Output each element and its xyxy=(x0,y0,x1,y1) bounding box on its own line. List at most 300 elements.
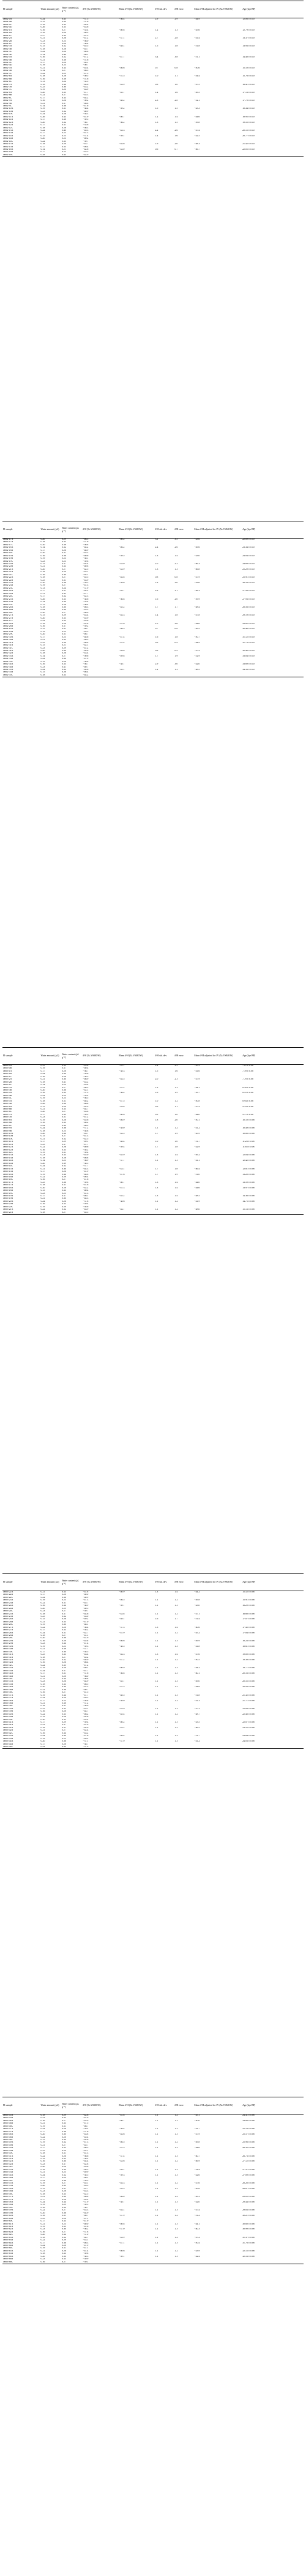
table-cell-dD: −40.1 xyxy=(83,2177,89,2179)
table-cell-dD: −38.2 xyxy=(83,1149,89,1151)
table-cell-sample: Mm2-6A xyxy=(3,75,12,78)
table-cell-sample: Mm3-1B xyxy=(3,1073,12,1075)
table-cell-water-content: 0.29 xyxy=(61,571,66,573)
data-table xyxy=(2,1573,304,1749)
table-cell-dD: −38.0 xyxy=(83,1705,89,1707)
table-cell-mean-dD: −43.1 xyxy=(119,1168,125,1170)
table-cell-water-amount: 0.21 xyxy=(40,1648,45,1650)
table-cell-water-content: 0.29 xyxy=(61,647,66,649)
table-cell-age: 29.82 ± 0.10 xyxy=(242,622,255,625)
table-cell-water-amount: 0.17 xyxy=(40,2147,45,2149)
table-cell-adjusted: −39.9 xyxy=(194,598,200,600)
table-cell-water-amount: 0.26 xyxy=(40,26,45,29)
table-cell-err: 1.6 xyxy=(174,134,178,137)
table-cell-water-amount: 0.24 xyxy=(40,609,45,611)
table-cell-water-content: 0.37 xyxy=(61,2163,66,2165)
table-cell-err: 2.8 xyxy=(174,100,178,102)
table-cell-water-amount: 0.19 xyxy=(40,1667,45,1669)
table-cell-sample: Mm2-14C xyxy=(3,140,13,142)
table-cell-water-content: 0.26 xyxy=(61,2250,66,2252)
table-cell-adjusted xyxy=(193,2261,242,2264)
table-cell-dD: −35.4 xyxy=(83,29,89,31)
table-cell-water-content: 0.35 xyxy=(61,1664,66,1666)
table-cell-sd: 2.2 xyxy=(155,129,159,131)
table-cell-sample: Mm3-38C xyxy=(3,1705,13,1707)
table-cell-sample: Mm2-14B xyxy=(3,138,13,140)
table-cell-sample: Mm3-1C xyxy=(3,1075,12,1078)
table-cell-water-content: 0.31 xyxy=(61,579,66,581)
table-cell-sd: 1.1 xyxy=(155,1127,159,1130)
table-cell-water-content: 0.35 xyxy=(61,598,66,600)
table-cell-water-content: 0.31 xyxy=(61,2247,66,2250)
table-cell-adjusted: −50.8 xyxy=(194,1100,200,1102)
table-cell-sd: 1.1 xyxy=(155,1160,159,1162)
table-cell-dD: −47.7 xyxy=(83,1694,89,1696)
table-cell-dD: −47.9 xyxy=(83,2245,89,2247)
table-cell-water-content: 0.33 xyxy=(61,1092,66,1094)
table-cell-water-amount: 0.18 xyxy=(40,674,61,677)
table-cell-sample: Mm3-27B xyxy=(3,1629,13,1632)
table-cell-dD: −44.6 xyxy=(83,83,89,86)
table-cell-water-amount: 0.22 xyxy=(40,1124,45,1127)
table-cell-water-amount: 0.16 xyxy=(40,663,45,666)
table-cell-water-content: 0.26 xyxy=(61,671,66,674)
table-cell-dD: −36.7 xyxy=(83,1070,89,1072)
table-cell-sample: Mm2-0C xyxy=(3,23,12,26)
table-cell-dD: −41.3 xyxy=(83,584,89,587)
table-cell-water-amount: 0.23 xyxy=(40,1116,45,1119)
table-cell-sd: 1.1 xyxy=(155,2182,159,2184)
table-cell-dD: −38.8 xyxy=(83,1130,89,1132)
table-cell-water-content: 0.29 xyxy=(61,1667,66,1669)
table-cell-age: 33.69 ± 0.10 xyxy=(242,663,255,666)
table-cell-sd: 0.8 xyxy=(155,83,159,86)
table-cell-dD: −43.5 xyxy=(83,2185,89,2187)
table-cell-sample: Mm3-2B xyxy=(3,1081,12,1083)
table-cell-sample: Mm3-27A xyxy=(3,1626,13,1628)
table-cell-sample: Mm3-35A xyxy=(3,1680,13,1683)
table-cell-sd: 1.8 xyxy=(155,582,159,584)
table-cell-dD: −45.4 xyxy=(83,1718,89,1721)
table-cell-sd: 0.7 xyxy=(155,628,159,630)
table-cell-sample: Mm3-38A xyxy=(3,1699,13,1702)
table-cell-dD: −47.4 xyxy=(83,1643,89,1645)
table-cell-water-content: 0.29 xyxy=(61,2149,66,2152)
table-cell-adjusted: −45.6 xyxy=(194,29,200,31)
table-cell-dD: −42.9 xyxy=(83,1105,89,1108)
table-cell-err: 1.3 xyxy=(174,2155,178,2157)
table-cell-dD: −39.8 xyxy=(83,1181,89,1183)
table-cell-sd: 1.1 xyxy=(155,2141,159,2144)
table-cell-water-amount: 0.25 xyxy=(40,1707,45,1710)
table-cell-dD: −37.5 xyxy=(83,18,89,20)
table-cell-water-content: 0.28 xyxy=(61,1187,66,1189)
column-header-age: Age (kyr BP) xyxy=(242,1574,304,1591)
table-cell-water-amount: 0.25 xyxy=(40,579,45,581)
table-cell-sd: 1.1 xyxy=(155,1658,159,1661)
table-cell-age: 12.79 ± 0.10 xyxy=(242,29,255,31)
table-cell-sd: 1.1 xyxy=(155,1667,159,1669)
table-cell-adjusted: −45.2 xyxy=(194,1632,200,1634)
table-cell-age: 23.34 ± 0.10 xyxy=(242,546,255,549)
table-cell-sample: Mm2-4A xyxy=(3,56,12,59)
table-cell-sample: Mm2-22A xyxy=(3,576,13,579)
table-cell-water-amount: 0.18 xyxy=(40,2114,45,2116)
table-cell-dD: −39.7 xyxy=(83,1610,89,1613)
table-cell-age: 28.28 ± 0.08 xyxy=(242,2182,255,2184)
table-cell-age: 29.05 ± 0.08 xyxy=(242,2196,255,2198)
data-table xyxy=(2,1,304,157)
table-cell-age: 28.56 ± 0.10 xyxy=(242,606,255,608)
table-cell-mean-dD: −44.6 xyxy=(119,143,125,145)
table-cell-sd: 1.7 xyxy=(155,1146,159,1149)
table-cell-water-amount: 0.23 xyxy=(40,1192,45,1194)
table-cell-err: 1.2 xyxy=(174,1127,178,1130)
table-cell-sample: Mm3-24C xyxy=(3,1610,13,1613)
table-cell-sample: Mm3-26C xyxy=(3,1624,13,1626)
table-cell-dD: −36.8 xyxy=(83,543,89,546)
table-cell-water-amount: 0.21 xyxy=(40,2250,45,2252)
table-cell-water-amount: 0.22 xyxy=(40,1626,45,1628)
table-cell-water-amount: 0.17 xyxy=(40,132,45,134)
table-cell-sd: 2.4 xyxy=(155,546,159,549)
table-cell-dD: −47.5 xyxy=(83,72,89,75)
table-cell-water-content: 0.28 xyxy=(61,2166,66,2168)
table-cell-err: 0.8 xyxy=(174,628,178,630)
data-table xyxy=(2,2097,304,2264)
table-cell-age: 14.36 ± 0.08 xyxy=(242,1195,255,1197)
table-cell-water-amount: 0.14 xyxy=(40,1084,45,1086)
table-cell-sample: Mm3-13B xyxy=(3,1157,13,1159)
table-cell-water-amount: 0.20 xyxy=(40,1637,45,1639)
table-cell-water-content: 0.26 xyxy=(61,1680,66,1683)
table-cell-water-amount: 0.25 xyxy=(40,2149,45,2152)
table-cell-dD: −48.6 xyxy=(83,636,89,638)
table-cell-water-content: 0.33 xyxy=(61,1591,66,1593)
table-cell-water-content: 0.38 xyxy=(61,1648,66,1650)
table-cell-dD: −41.1 xyxy=(83,1635,89,1636)
table-cell-dD: −46.4 xyxy=(83,671,89,674)
table-cell-water-content: 0.37 xyxy=(61,625,66,627)
table-cell-water-content: 0.27 xyxy=(61,576,66,579)
table-cell-water-content: 0.27 xyxy=(61,2209,66,2212)
table-cell-sd: 1.1 xyxy=(155,2128,159,2130)
table-cell-age: 13.59 ± 0.08 xyxy=(242,1181,255,1183)
table-cell-sample: Mm3-0A xyxy=(3,1064,12,1067)
column-header-water-amount: Water amount (μL) xyxy=(40,1574,61,1591)
table-cell-water-amount: 0.18 xyxy=(40,143,45,145)
table-cell-err: 1.3 xyxy=(174,2228,178,2231)
table-cell-water-content: 0.29 xyxy=(61,1205,66,1208)
table-cell-sample: Mm3-31A xyxy=(3,1654,13,1656)
table-cell-sample: Mm2-12A xyxy=(3,121,13,123)
table-cell-water-content: 0.37 xyxy=(61,1143,66,1146)
table-cell-err: 1.3 xyxy=(174,1721,178,1723)
table-cell-dD: −38.9 xyxy=(83,1605,89,1607)
table-cell-dD: −41.5 xyxy=(83,34,89,37)
table-cell-water-content: 0.38 xyxy=(61,59,66,61)
table-cell-sample: Mm3-47A xyxy=(3,2128,13,2130)
table-cell-water-content: 0.30 xyxy=(61,2255,66,2258)
table-cell-sd: 1.1 xyxy=(155,1721,159,1723)
table-cell-adjusted: −52.9 xyxy=(194,655,200,657)
table-cell-mean-dD: −38.0 xyxy=(119,1127,125,1130)
table-cell-mean-dD: −45.7 xyxy=(119,1680,125,1683)
table-cell-sd: 1.1 xyxy=(155,2228,159,2231)
table-cell-sample: Mm3-28B xyxy=(3,1635,13,1636)
table-cell-dD: −39.4 xyxy=(83,1721,89,1723)
table-cell-sample: Mm3-17A xyxy=(3,1181,13,1183)
table-cell-water-content: 0.28 xyxy=(61,2245,66,2247)
table-cell-sample: Mm3-20A xyxy=(3,1200,13,1202)
table-cell-water-content: 0.32 xyxy=(61,546,66,549)
table-cell-sample: Mm3-42A xyxy=(3,1726,13,1729)
table-cell-water-amount: 0.19 xyxy=(40,1599,45,1602)
table-cell-dD: −41.3 xyxy=(83,2152,89,2155)
table-cell-err: 1.4 xyxy=(174,1195,178,1197)
table-cell-dD: −44.7 xyxy=(83,1710,89,1713)
table-cell-age: 19.55 ± 0.10 xyxy=(242,121,255,123)
table-cell-age: 21.32 ± 0.08 xyxy=(242,1694,255,1696)
table-cell-dD: −48.3 xyxy=(83,2168,89,2171)
table-cell-sample: Mm3-18A xyxy=(3,1187,13,1189)
table-cell-dD: −52.5 xyxy=(83,81,89,83)
table-cell-dD: −38.5 xyxy=(83,1162,89,1165)
column-header-dD: δ²H (‰ VSMOW) xyxy=(82,1,118,18)
table-cell-water-amount: 0.24 xyxy=(40,1669,45,1672)
table-cell-err: 1.3 xyxy=(174,2223,178,2225)
table-cell-sd: 1.1 xyxy=(155,1605,159,1607)
table-cell-sd: 1.1 xyxy=(155,1686,159,1688)
table-cell-dD: −38.5 xyxy=(83,1650,89,1653)
table-cell-dD: −42.6 xyxy=(83,149,89,150)
table-cell-water-amount: 0.23 xyxy=(40,2228,45,2231)
table-cell-water-content: 0.34 xyxy=(61,2201,66,2203)
table-cell-adjusted: −51.7 xyxy=(194,1735,200,1737)
table-cell-adjusted: −46.8 xyxy=(194,568,200,570)
table-cell-water-content: 0.40 xyxy=(61,129,66,131)
table-cell-sd: 1.3 xyxy=(155,1086,159,1089)
table-cell-water-amount: 0.17 xyxy=(40,119,45,121)
table-cell-sample: Mm2-3D xyxy=(3,53,12,56)
table-cell-water-content: 0.28 xyxy=(61,48,66,50)
table-cell-water-content: 0.24 xyxy=(61,81,66,83)
table-cell-dD: −40.4 xyxy=(83,1190,89,1192)
table-cell-age: 26.73 ± 0.08 xyxy=(242,2155,255,2157)
table-cell-water-content: 0.36 xyxy=(61,105,66,107)
table-cell-dD: −45.5 xyxy=(83,45,89,48)
table-cell-sample: Mm3-53B xyxy=(3,2171,13,2174)
table-cell-water-content: 0.26 xyxy=(61,2155,66,2157)
table-cell-adjusted: −51.7 xyxy=(194,1141,200,1143)
table-cell-err: 1.8 xyxy=(174,1168,178,1170)
table-cell-sample: Mm2-32A xyxy=(3,649,13,652)
table-cell-err: 1.3 xyxy=(174,1639,178,1642)
table-cell-water-amount: 0.24 xyxy=(40,18,45,20)
table-cell-sample: Mm3-11B xyxy=(3,1143,13,1146)
table-cell-mean-dD: −51.5 xyxy=(119,75,125,78)
table-cell-adjusted: −41.2 xyxy=(194,1740,200,1743)
table-cell-water-amount: 0.20 xyxy=(40,1718,45,1721)
table-cell-water-content: 0.32 xyxy=(61,110,66,112)
table-cell-water-amount: 0.17 xyxy=(40,590,45,592)
table-cell-water-amount: 0.16 xyxy=(40,625,45,627)
table-cell-water-content: 0.27 xyxy=(61,1635,66,1636)
table-cell-dD: −46.8 xyxy=(83,2196,89,2198)
table-cell-water-content: 0.33 xyxy=(61,2185,66,2187)
table-cell-water-content: 0.28 xyxy=(61,1710,66,1713)
table-cell-sample: Mm3-44B xyxy=(3,1743,13,1745)
table-cell-mean-dD xyxy=(118,2261,154,2264)
table-cell-water-amount: 0.18 xyxy=(40,75,45,78)
table-cell-water-amount: 0.21 xyxy=(40,592,45,595)
table-cell-water-amount: 0.20 xyxy=(40,649,45,652)
table-cell-water-content: 0.26 xyxy=(61,2128,66,2130)
table-cell-water-amount: 0.18 xyxy=(40,2236,45,2239)
table-cell-mean-dD: −40.2 xyxy=(119,1721,125,1723)
table-cell-sd: 1.0 xyxy=(155,1100,159,1102)
table-cell-sample: Mm2-3B xyxy=(3,48,12,50)
table-cell-water-amount: 0.13 xyxy=(40,81,45,83)
table-cell-sample: Mm2-13B xyxy=(3,132,13,134)
table-cell-dD: −42.5 xyxy=(83,1138,89,1140)
table-cell-sample: Mm3-37B xyxy=(3,1697,13,1699)
table-cell-mean-dD: −47.7 xyxy=(119,56,125,59)
table-cell-mean-dD: −46.0 xyxy=(119,2196,125,2198)
table-cell-mean-dD: −40.9 xyxy=(119,1591,125,1593)
table-cell-err: 1.3 xyxy=(174,2201,178,2203)
table-cell-sd: 1.1 xyxy=(155,2196,159,2198)
table-cell-err: 2.0 xyxy=(174,1119,178,1121)
table-cell-sample: Mm2-9A xyxy=(3,100,12,102)
table-cell-water-content: 0.32 xyxy=(61,2206,66,2209)
table-cell-water-content: 0.24 xyxy=(61,51,66,53)
table-cell-water-amount: 0.18 xyxy=(40,652,45,655)
table-cell-sd: 0.9 xyxy=(155,1105,159,1108)
table-cell-age: 9.71 ± 0.08 xyxy=(242,1113,253,1116)
table-cell-dD: −49.2 xyxy=(83,1737,89,1740)
table-cell-sample: Mm3-30A xyxy=(3,1645,13,1647)
table-cell-water-amount: 0.16 xyxy=(40,2206,45,2209)
table-cell-sd: 2.0 xyxy=(155,1078,159,1081)
table-cell-adjusted: −43.6 xyxy=(194,582,200,584)
table-cell-water-amount: 0.20 xyxy=(40,121,45,123)
table-cell-sample: Mm2-31C xyxy=(3,647,13,649)
table-cell-water-content: 0.33 xyxy=(61,639,66,641)
table-cell-water-content: 0.25 xyxy=(61,2223,66,2225)
table-cell-water-content: 0.34 xyxy=(61,2168,66,2171)
table-cell-dD: −47.2 xyxy=(83,1664,89,1666)
table-cell-water-content: 0.28 xyxy=(61,622,66,625)
table-cell-adjusted: −45.1 xyxy=(194,2114,200,2116)
table-cell-mean-dD: −46.3 xyxy=(119,628,125,630)
table-cell-water-content: 0.28 xyxy=(61,1594,66,1596)
table-cell-dD: −37.4 xyxy=(83,134,89,137)
table-cell-adjusted: −48.5 xyxy=(194,1195,200,1197)
table-cell-sd: 2.9 xyxy=(155,18,159,20)
table-cell-sample: Mm2-32B xyxy=(3,652,13,655)
table-cell-age: 25.91 ± 0.10 xyxy=(242,576,255,579)
table-cell-sample: Mm3-23B xyxy=(3,1602,13,1604)
table-cell-sample: Mm2-24C xyxy=(3,595,13,598)
table-cell-mean-dD: −48.1 xyxy=(119,1618,125,1621)
table-cell-err: 3.1 xyxy=(174,590,178,592)
table-cell-mean-dD: −40.6 xyxy=(119,1113,125,1116)
table-cell-water-amount: 0.16 xyxy=(40,1605,45,1607)
table-cell-dD: −43.7 xyxy=(83,143,89,145)
table-cell-age: 20.77 ± 0.10 xyxy=(242,134,255,137)
table-cell-dD: −46.8 xyxy=(83,1103,89,1105)
table-cell-sample: Mm2-8B xyxy=(3,94,12,97)
table-cell-dD: −36.4 xyxy=(83,603,89,606)
table-cell-water-amount: 0.24 xyxy=(40,1632,45,1634)
table-cell-water-content: 0.28 xyxy=(61,62,66,64)
column-header-mean-dD: Mean δ²H (‰ VSMOW) xyxy=(118,2097,154,2114)
table-cell-err: 1.3 xyxy=(174,1694,178,1696)
table-cell-err: 1.3 xyxy=(174,1673,178,1675)
table-cell-sd: 1.4 xyxy=(155,614,159,617)
table-cell-sd: 1.1 xyxy=(155,2155,159,2157)
table-cell-adjusted: −44.2 xyxy=(194,1667,200,1669)
table-cell-sample: Mm2-21B xyxy=(3,571,13,573)
table-cell-age: 26.35 ± 0.08 xyxy=(242,2147,255,2149)
table-cell-dD: −47.1 xyxy=(83,2217,89,2220)
table-cell-water-amount: 0.19 xyxy=(40,1645,45,1647)
table-cell-age: 14.75 ± 0.08 xyxy=(242,1200,255,1202)
table-cell-adjusted: −47.4 xyxy=(194,2209,200,2212)
table-cell-sample: Mm3-56C xyxy=(3,2193,13,2195)
table-cell-mean-dD: −41.9 xyxy=(119,1632,125,1634)
table-cell-adjusted: −47.2 xyxy=(194,1105,200,1108)
table-cell-water-amount: 0.22 xyxy=(40,140,45,142)
table-cell-sample: Mm3-33A xyxy=(3,1667,13,1669)
table-cell-water-content: 0.33 xyxy=(61,2122,66,2125)
table-cell-adjusted: −50.0 xyxy=(194,2119,200,2122)
table-cell-water-content: 0.30 xyxy=(61,2228,66,2231)
table-cell-sample: Mm2-23B xyxy=(3,584,13,587)
table-cell-sample: Mm3-66B xyxy=(3,2258,13,2261)
table-cell-sample: Mm3-28C xyxy=(3,1637,13,1639)
table-cell-age: 32.53 ± 0.08 xyxy=(242,2255,255,2258)
table-cell-sd: 1.1 xyxy=(155,1713,159,1715)
table-cell-age: 12.81 ± 0.08 xyxy=(242,1168,255,1170)
table-cell-sample: Mm3-48A xyxy=(3,2133,13,2136)
table-cell-dD: −41.4 xyxy=(83,2250,89,2252)
table-cell-adjusted: −46.7 xyxy=(194,149,200,150)
table-cell-sample: Mm2-28B xyxy=(3,625,13,627)
table-cell-adjusted: −50.4 xyxy=(194,2242,200,2244)
table-cell-water-content: 0.23 xyxy=(61,630,66,633)
table-cell-sample: Mm3-64C xyxy=(3,2247,13,2250)
table-cell-water-amount: 0.17 xyxy=(40,124,45,127)
table-cell-age: 27.12 ± 0.08 xyxy=(242,2160,255,2163)
table-cell-err: 1.3 xyxy=(174,29,178,31)
table-cell-sample: Mm2-20B xyxy=(3,565,13,568)
table-cell-adjusted: −50.1 xyxy=(194,1119,200,1121)
table-cell-water-amount: 0.19 xyxy=(40,558,45,560)
table-cell-dD: −42.4 xyxy=(83,1729,89,1732)
table-cell-adjusted: −47.5 xyxy=(194,83,200,86)
table-cell-dD: −39.4 xyxy=(83,1203,89,1205)
table-cell-sample: Mm3-17B xyxy=(3,1184,13,1187)
table-cell-sample: Mm3-4A xyxy=(3,1092,12,1094)
table-cell-dD: −38.6 xyxy=(83,1205,89,1208)
table-cell-dD: −49.1 xyxy=(83,1141,89,1143)
table-cell-age: 24.04 ± 0.10 xyxy=(242,554,255,557)
table-cell-water-amount: 0.21 xyxy=(40,639,45,641)
table-cell-water-content: 0.25 xyxy=(61,134,66,137)
table-cell-sample: Mm3-18C xyxy=(3,1192,13,1194)
